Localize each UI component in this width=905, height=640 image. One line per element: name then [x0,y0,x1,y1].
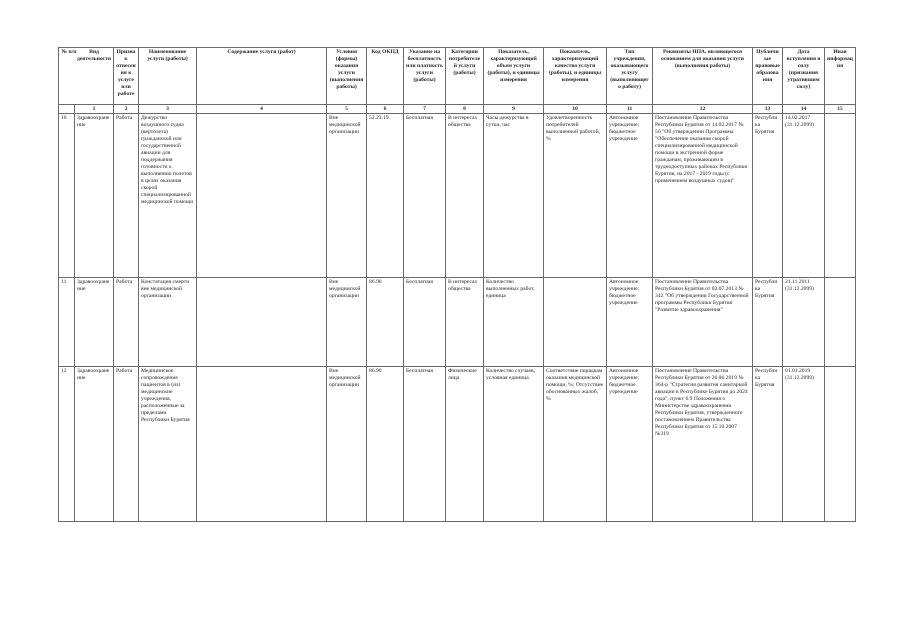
column-number: 13 [753,105,783,114]
row-service-name: Медицинское сопровождение пациентов в (из) медицинские учреждения, расположенные за пределами Республики Бурятия [139,367,197,522]
header-consumers: Категории потребителей услуги (работы) [446,48,484,105]
row-type: Работа [114,278,139,367]
header-public-entity: Публичные правовые образования [753,48,783,105]
column-number: 4 [197,105,327,114]
row-volume: Часы дежурства в сутки, час [484,114,544,278]
column-number: 11 [607,105,653,114]
row-conditions: Вне медицинской организации [327,114,367,278]
row-activity: Здравоохранение [75,367,114,522]
header-quality: Показатель, характеризующий качество услуги (работы), и единицы измерения [544,48,607,105]
header-content: Содержание услуги (работ) [197,48,327,105]
header-institution: Тип учреждения, оказывающего услугу (выполняющего работу) [607,48,653,105]
row-payment: Бесплатная [404,278,446,367]
row-other [825,367,856,522]
column-number: 5 [327,105,367,114]
row-payment: Бесплатная [404,114,446,278]
row-service-name: Дежурство воздушного судна (вертолета) гражданской или государственной авиации для поддержания готовности к выполнению полетов в целях оказания скорой специализированной медицинской помощи [139,114,197,278]
row-consumers: В интересах общества [446,114,484,278]
column-number: 8 [446,105,484,114]
row-volume: Количество выполненных работ, единица [484,278,544,367]
row-date: 21.11.2011 (31.12.2099) [783,278,825,367]
row-conditions: Вне медицинской организации [327,278,367,367]
row-institution: Автономное учреждение; бюджетное учреждение [607,278,653,367]
row-npa: Постановление Правительства Республики Бурятия от 26.06.2019 № 364-р "Стратегия развития санитарной авиации в Республике Бурятия до 2024 года", пункт 6.9 Положения о Министерстве здравоохранения Республики Бурятия, утвержденного постановлением Правительства Республики Бурятия от 15.10.2007 №319 [653,367,753,522]
header-okpd: Код ОКПД [367,48,404,105]
row-num: 10 [59,114,75,278]
header-activity: Вид деятельности [77,49,112,62]
column-number [59,105,75,114]
column-number: 12 [653,105,753,114]
row-activity: Здравоохранение [75,278,114,367]
header-row [59,48,856,105]
row-content [197,367,327,522]
row-num: 12 [59,367,75,522]
row-volume: Количество случаев, условная единица [484,367,544,522]
header-date: Дата вступления в силу (признания утратившим силу) [783,48,825,105]
row-quality: Удовлетворенность потребителей выполненной работой, % [544,114,607,278]
row-institution: Автономное учреждение; бюджетное учреждение [607,367,653,522]
row-public-entity: Республика Бурятия [753,367,783,522]
row-payment: Бесплатная [404,367,446,522]
row-activity: Здравоохранение [75,114,114,278]
row-type: Работа [114,367,139,522]
row-consumers: Физические лица [446,367,484,522]
header-other: Иная информация [825,48,856,105]
row-public-entity: Республика Бурятия [753,114,783,278]
column-number: 9 [484,105,544,114]
table-row [59,114,856,278]
registry-sheet [58,47,855,522]
column-number: 6 [367,105,404,114]
column-number: 10 [544,105,607,114]
header-sign: Признак отнесения к услуге или работе [114,48,139,105]
services-table [58,47,856,522]
column-number: 2 [114,105,139,114]
row-date: 14.02.2017 (31.12.2099) [783,114,825,278]
row-content [197,114,327,278]
table-row [59,367,856,522]
header-npa: Реквизиты НПА, являющегося основанием для оказания услуги (выполнения работы) [653,48,753,105]
column-number: 14 [783,105,825,114]
row-consumers: В интересах общества [446,278,484,367]
header-num: № п/п [61,49,77,55]
column-number: 15 [825,105,856,114]
row-date: 01.01.2019 (31.12.2099) [783,367,825,522]
header-conditions: Условия (формы) оказания услуги (выполнения работы) [327,48,367,105]
row-content [197,278,327,367]
header-volume: Показатель, характеризующий объем услуги (работы), и единицы измерения [484,48,544,105]
row-conditions: Вне медицинской организации [327,367,367,522]
row-institution: Автономное учреждение; бюджетное учреждение [607,114,653,278]
header-service-name: Наименование услуги (работы) [139,48,197,105]
row-npa: Постановление Правительства Республики Бурятия от 02.07.2013 № 342 "Об утверждении Государственной программы Республики Бурятия "Развитие здравоохранения" [653,278,753,367]
row-type: Работа [114,114,139,278]
row-other [825,114,856,278]
row-okpd: 52.23.19. [367,114,404,278]
row-okpd: 86.90 [367,278,404,367]
column-number-row [59,105,856,114]
column-number: 3 [139,105,197,114]
row-public-entity: Республика Бурятия [753,278,783,367]
row-okpd: 86.90 [367,367,404,522]
row-quality [544,278,607,367]
row-quality: Соответствие порядкам оказания медицинской помощи, %; Отсутствие обоснованных жалоб, % [544,367,607,522]
row-num: 11 [59,278,75,367]
header-payment: Указание на бесплатность или платность услуги (работы) [404,48,446,105]
row-other [825,278,856,367]
header-cell [59,48,114,105]
table-row [59,278,856,367]
row-npa: Постановление Правительства Республики Бурятия от 14.02.2017 № 56 "Об утверждении Программы "Обеспечение оказания скорой специализированной медицинской помощи в экстренной форме гражданам, проживающим в труднодоступных районах Республики Бурятия, на 2017 - 2019 годы (с применением воздушных судов)" [653,114,753,278]
column-number: 7 [404,105,446,114]
column-number: 1 [75,105,114,114]
row-service-name: Констатация смерти вне медицинской организации [139,278,197,367]
